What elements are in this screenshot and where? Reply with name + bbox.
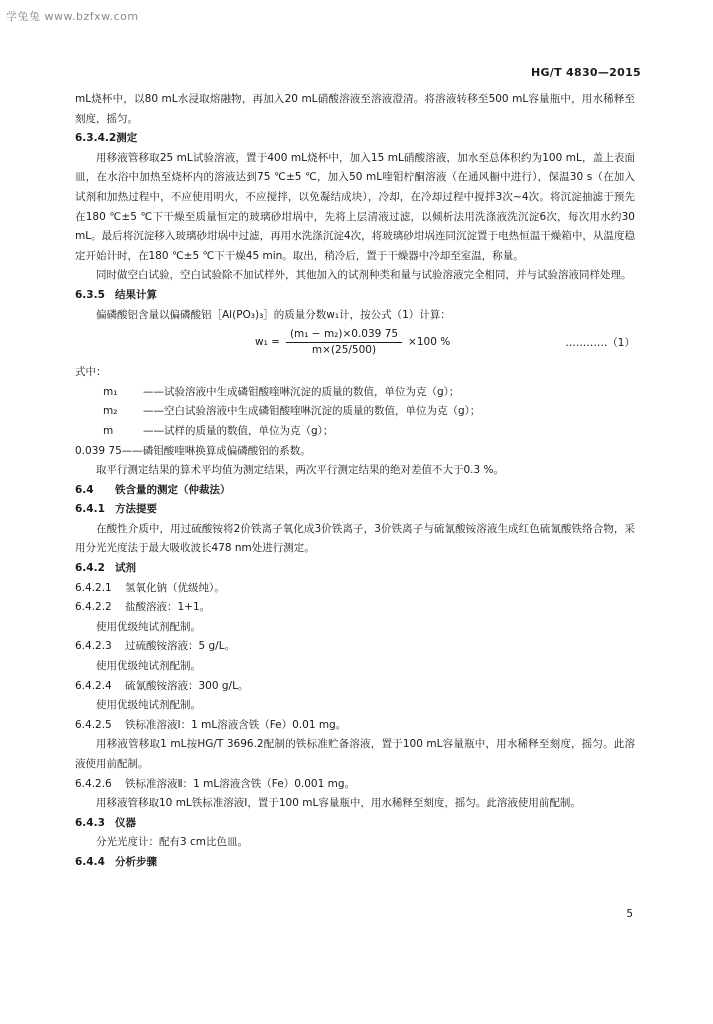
formula-rhs: ×100 %	[408, 335, 451, 348]
reagent-item	[75, 716, 635, 736]
variable-definition	[75, 422, 635, 442]
item-number: 6.4.2.6	[75, 777, 112, 790]
item-number: 6.4.2.3	[75, 640, 112, 653]
item-text: 氢氧化钠（优级纯）。	[125, 581, 225, 594]
document-body	[75, 90, 635, 873]
paragraph: 用移液管移取25 mL试验溶液，置于400 mL烧杯中，加入15 mL硝酸溶液，加水至总体积约为100 mL，盖上表面皿，在水浴中加热至烧杯内的溶液达到75 ℃±5 ℃，加入50 mL喹钼柠酮溶液（在通风橱中进行），保温30 s（在加入试剂和加热过程中，不应使用明火，不应搅拌，以免凝结成块），冷却，在冷却过程中搅拌3次~4次。将沉淀抽滤于预先在180 ℃±5 ℃下干燥至质量恒定的玻璃砂坩埚中，先将上层清液过滤，以倾析法用洗涤液洗沉淀6次，每次用水约30 mL。最后将沉淀移入玻璃砂坩埚中过滤，再用水洗涤沉淀4次，将玻璃砂坩埚连同沉淀置于电热恒温干燥箱中，从温度稳定开始计时，在180 ℃±5 ℃下干燥45 min。取出，稍冷后，置于干燥器中冷却至室温，称量。	[75, 151, 635, 262]
section-heading-6-4-2	[75, 559, 635, 579]
section-heading-6-3-5	[75, 286, 635, 306]
paragraph: 用移液管移取1 mL按HG/T 3696.2配制的铁标准贮备溶液，置于100 mL容量瓶中，用水稀释至刻度，摇匀。此溶液使用前配制。	[75, 738, 635, 770]
section-title: 分析步骤	[115, 855, 157, 868]
section-heading-6-4-3	[75, 814, 635, 834]
item-text: 过硫酸铵溶液：5 g/L。	[125, 640, 236, 653]
section-title: 仪器	[115, 816, 136, 829]
section-number: 6.4	[75, 483, 94, 496]
section-title: 结果计算	[115, 288, 157, 301]
section-heading-6-4	[75, 481, 635, 501]
item-number: 6.4.2.5	[75, 718, 112, 731]
section-number: 6.3.5	[75, 288, 105, 301]
paragraph: 偏磷酸铝含量以偏磷酸铝［Al(PO₃)₃］的质量分数w₁计，按公式（1）计算：	[96, 308, 451, 321]
variable-description: ——试样的质量的数值，单位为克（g）；	[143, 424, 334, 437]
paragraph: 同时做空白试验，空白试验除不加试样外，其他加入的试剂种类和量与试验溶液完全相同，并与试验溶液同样处理。	[96, 269, 632, 282]
item-text: 盐酸溶液：1+1。	[125, 601, 211, 614]
variable-description: ——试验溶液中生成磷钼酸喹啉沉淀的质量的数值，单位为克（g）；	[143, 385, 460, 398]
paragraph: 在酸性介质中，用过硫酸铵将2价铁离子氧化成3价铁离子，3价铁离子与硫氰酸铵溶液生成红色硫氰酸铁络合物，采用分光光度法于最大吸收波长478 nm处进行测定。	[75, 522, 635, 555]
formula-expression	[255, 327, 450, 358]
reagent-item	[75, 637, 635, 657]
site-watermark: 学兔兔 www.bzfxw.com	[6, 10, 139, 23]
constant-definition: 0.039 75——磷钼酸喹啉换算成偏磷酸铝的系数。	[75, 444, 311, 457]
formula-number: …………（1）	[565, 337, 635, 350]
paragraph: 使用优级纯试剂配制。	[96, 620, 201, 633]
paragraph: 分光光度计：配有3 cm比色皿。	[96, 836, 249, 849]
formula-1	[75, 325, 635, 363]
formula-lhs: w₁ =	[255, 335, 280, 348]
section-title: 试剂	[115, 562, 136, 575]
section-number: 6.3.4.2	[75, 132, 117, 145]
item-number: 6.4.2.4	[75, 679, 112, 692]
formula-denominator: m×(25/500)	[311, 344, 377, 357]
standard-code: HG/T 4830—2015	[530, 66, 641, 79]
section-heading-6-4-4	[75, 853, 635, 873]
section-number: 6.4.4	[75, 855, 105, 868]
formula-fraction	[286, 327, 402, 358]
section-title: 测定	[116, 132, 138, 145]
variable-definition	[75, 383, 635, 403]
section-heading-6-4-1	[75, 500, 635, 520]
variable-symbol: m₂	[103, 405, 118, 418]
variable-description: ——空白试验溶液中生成磷钼酸喹啉沉淀的质量的数值，单位为克（g）；	[143, 405, 481, 418]
item-number: 6.4.2.2	[75, 601, 112, 614]
section-title: 铁含量的测定（仲裁法）	[115, 483, 231, 496]
where-label: 式中：	[75, 366, 107, 379]
variable-symbol: m	[103, 424, 114, 437]
item-text: 硫氰酸铵溶液：300 g/L。	[125, 679, 249, 692]
item-text: 铁标准溶液Ⅰ：1 mL溶液含铁（Fe）0.01 mg。	[125, 718, 347, 731]
item-number: 6.4.2.1	[75, 581, 112, 594]
section-number: 6.4.2	[75, 562, 105, 575]
variable-symbol: m₁	[103, 385, 118, 398]
paragraph: mL烧杯中，以80 mL水浸取熔融物，再加入20 mL硝酸溶液至溶液澄清。将溶液转移至500 mL容量瓶中，用水稀释至刻度，摇匀。	[75, 93, 635, 125]
paragraph: 用移液管移取10 mL铁标准溶液Ⅰ，置于100 mL容量瓶中，用水稀释至刻度，摇匀。此溶液使用前配制。	[96, 797, 581, 810]
variable-definition	[75, 402, 635, 422]
section-title: 方法提要	[115, 503, 157, 516]
item-text: 铁标准溶液Ⅱ：1 mL溶液含铁（Fe）0.001 mg。	[125, 777, 355, 790]
section-number: 6.4.1	[75, 503, 105, 516]
page-number: 5	[626, 908, 633, 920]
reagent-item	[75, 775, 635, 795]
reagent-item	[75, 677, 635, 697]
paragraph: 使用优级纯试剂配制。	[96, 660, 201, 673]
formula-numerator: (m₁ − m₂)×0.039 75	[286, 327, 402, 343]
section-number: 6.4.3	[75, 816, 105, 829]
paragraph: 使用优级纯试剂配制。	[96, 699, 201, 712]
reagent-item	[75, 598, 635, 618]
paragraph: 取平行测定结果的算术平均值为测定结果，两次平行测定结果的绝对差值不大于0.3 %。	[96, 464, 505, 477]
section-heading-6-3-4-2	[75, 129, 635, 149]
reagent-item	[75, 579, 635, 599]
